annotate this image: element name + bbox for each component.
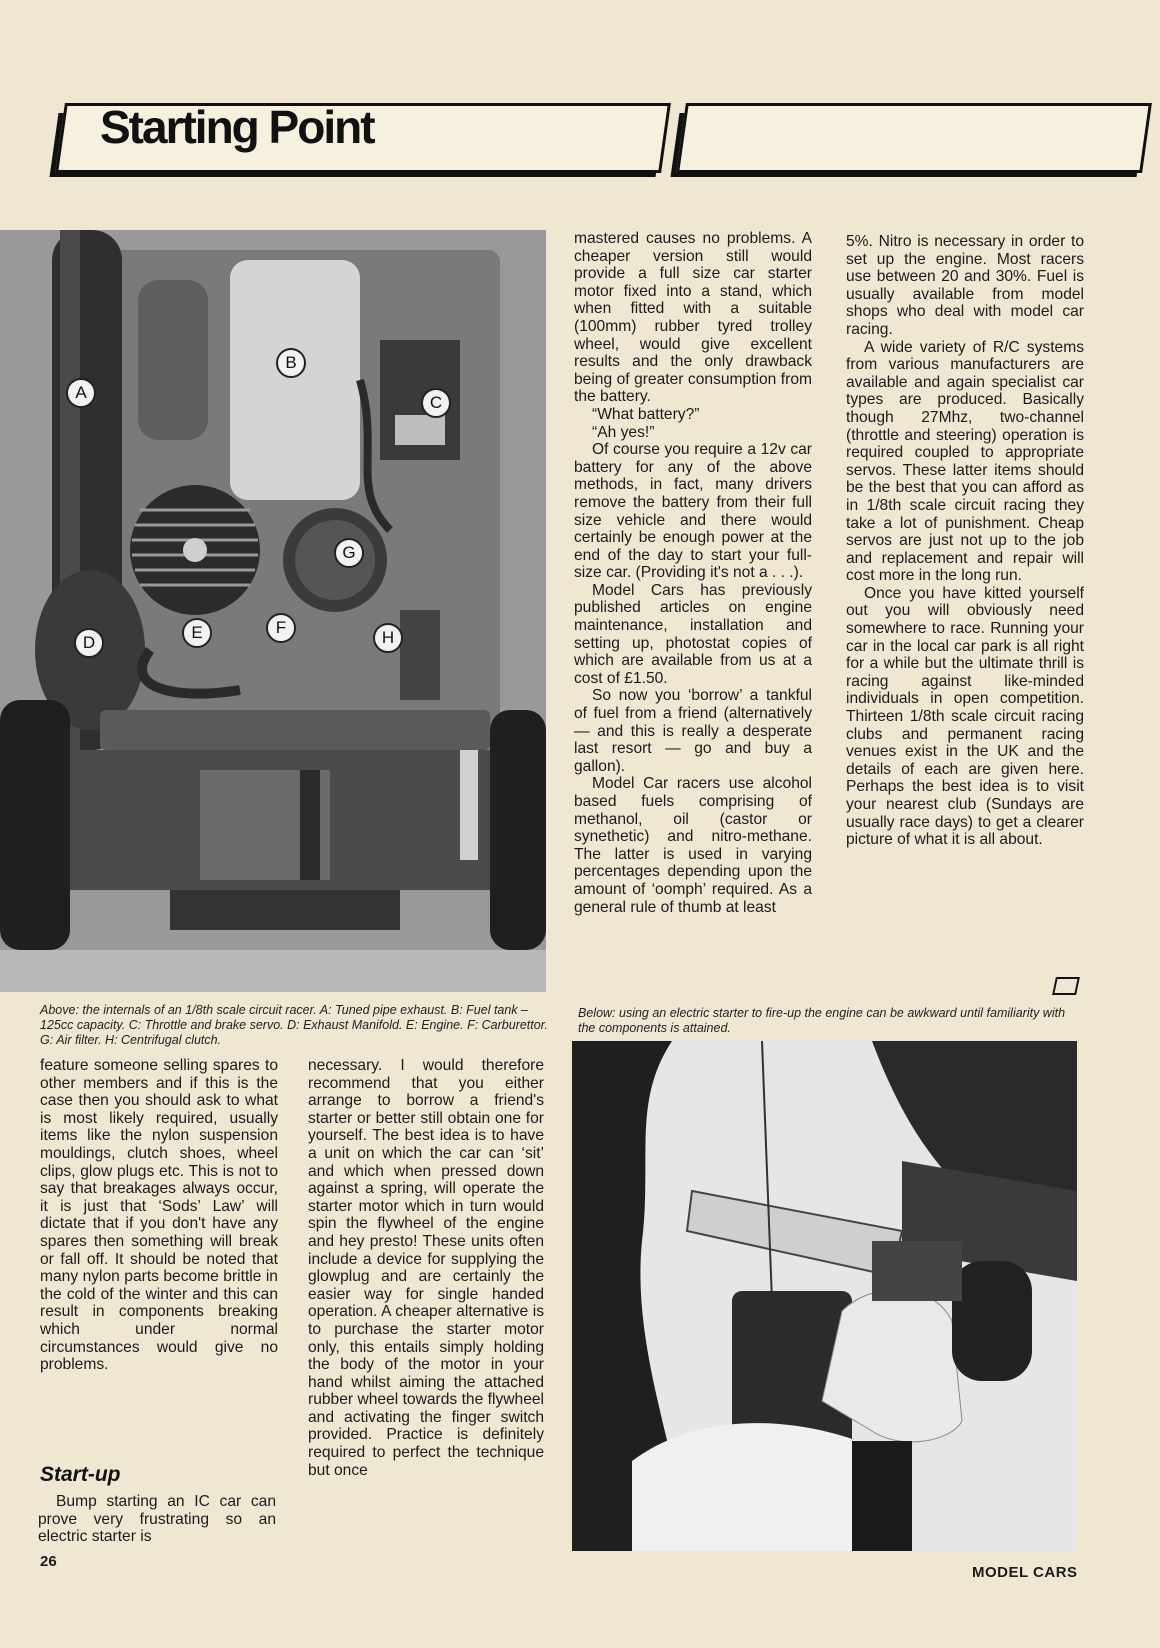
article-column-4 xyxy=(846,233,1084,849)
car-internals-illustration xyxy=(0,230,546,992)
bottom-photo-caption: Below: using an electric starter to fire-up the engine can be awkward until familiarity with the components is attained. xyxy=(578,1006,1066,1035)
article-column-3 xyxy=(574,230,812,916)
callout-e: E xyxy=(182,618,212,648)
empty-banner xyxy=(676,103,1152,173)
callout-d: D xyxy=(74,628,104,658)
page-title: Starting Point xyxy=(100,101,374,153)
magazine-name: MODEL CARS xyxy=(972,1564,1078,1581)
callout-g: G xyxy=(334,538,364,568)
section-heading-start-up: Start-up xyxy=(40,1463,121,1486)
article-column-1 xyxy=(40,1057,278,1374)
paragraph: “Ah yes!” xyxy=(592,423,655,441)
paragraph: Once you have kitted yourself out you will obviously need somewhere to race. Running your car in the local car park is all right for a while but the ultimate thrill is racing against like-minded individuals in open competition. Thirteen 1/8th scale circuit racing clubs and permanent racing venues exist in the UK and the details of each are given here. Perhaps the best idea is to visit your nearest club (Sundays are usually race days) to get a clearer picture of what it is all about. xyxy=(846,584,1084,849)
callout-h: H xyxy=(373,623,403,653)
end-of-article-mark xyxy=(1052,977,1080,995)
article-column-2 xyxy=(308,1057,544,1479)
callout-f: F xyxy=(266,613,296,643)
paragraph: Model Car racers use alcohol based fuels comprising of methanol, oil (castor or synethetic) and nitro-methane. The latter is used in varying percentages depending upon the amount of ‘oomph’ required. As a general rule of thumb at least xyxy=(574,775,812,916)
paragraph: feature someone selling spares to other members and if this is the case then you should ask to what is most likely required, usually items like the nylon suspension mouldings, clutch shoes, wheel clips, glow plugs etc. This is not to say that breakages always occur, it is just that ‘Sods’ Law’ will dictate that if you don't have any spares then something will break or fall off. It should be noted that many nylon parts become brittle in the cold of the winter and this can result in components breaking which under normal circumstances would give no problems. xyxy=(40,1057,278,1374)
electric-starter-photo xyxy=(572,1041,1077,1551)
paragraph: 5%. Nitro is necessary in order to set up the engine. Most racers use between 20 and 30%. Fuel is usually available from model shops who deal with model car racing. xyxy=(846,233,1084,338)
paragraph: A wide variety of R/C systems from various manufacturers are available and again specialist car types are produced. Basically though 27Mhz, two-channel (throttle and steering) operation is required coupled to appropriate servos. These latter items should be the best that you can afford as in 1/8th scale circuit racing they take a lot of punishment. Cheap servos are just not up to the job and replacement and repair will cost more in the long run. xyxy=(846,338,1084,585)
paragraph: “What battery?” xyxy=(592,405,700,423)
paragraph: So now you ‘borrow’ a tankful of fuel from a friend (alternatively — and this is really a desperate last resort — go and buy a gallon). xyxy=(574,687,812,775)
page-number: 26 xyxy=(40,1553,57,1570)
car-internals-photo xyxy=(0,230,546,992)
callout-b: B xyxy=(276,348,306,378)
paragraph: necessary. I would therefore recommend that you either arrange to borrow a friend's starter or better still obtain one for yourself. The best idea is to have a unit on which the car can ‘sit’ and which when pressed down against a spring, will operate the starter motor which in turn would spin the flywheel of the engine and hey presto! These units often include a device for supplying the glowplug and are certainly the easier way for single handed operation. A cheaper alternative is to purchase the starter motor only, this entails simply holding the body of the motor in your hand whilst aiming the attached rubber wheel towards the flywheel and activating the finger switch provided. Practice is definitely required to perfect the technique but once xyxy=(308,1057,544,1479)
paragraph: mastered causes no problems. A cheaper version still would provide a full size car starter motor fixed into a stand, which when fitted with a suitable (100mm) rubber tyred trolley wheel, would give excellent results and the only drawback being of greater consumption from the battery. xyxy=(574,230,812,406)
paragraph: Model Cars has previously published articles on engine maintenance, installation and setting up, photostat copies of which are available from us at a cost of £1.50. xyxy=(574,581,812,687)
electric-starter-illustration xyxy=(572,1041,1077,1551)
top-photo-caption: Above: the internals of an 1/8th scale circuit racer. A: Tuned pipe exhaust. B: Fuel tank – 125cc capacity. C: Throttle and brake servo. D: Exhaust Manifold. E: Engine. F: Carburettor. G: Air filter. H: Centrifugal clutch. xyxy=(40,1003,548,1047)
article-column-1-continued xyxy=(38,1493,276,1546)
paragraph: Bump starting an IC car can prove very frustrating so an electric starter is xyxy=(38,1493,276,1546)
callout-a: A xyxy=(66,378,96,408)
callout-c: C xyxy=(421,388,451,418)
paragraph: Of course you require a 12v car battery for any of the above methods, in fact, many drivers remove the battery from their full size vehicle and there would certainly be enough power at the end of the day to start your full-size car. (Providing it's not a . . .). xyxy=(574,441,812,582)
